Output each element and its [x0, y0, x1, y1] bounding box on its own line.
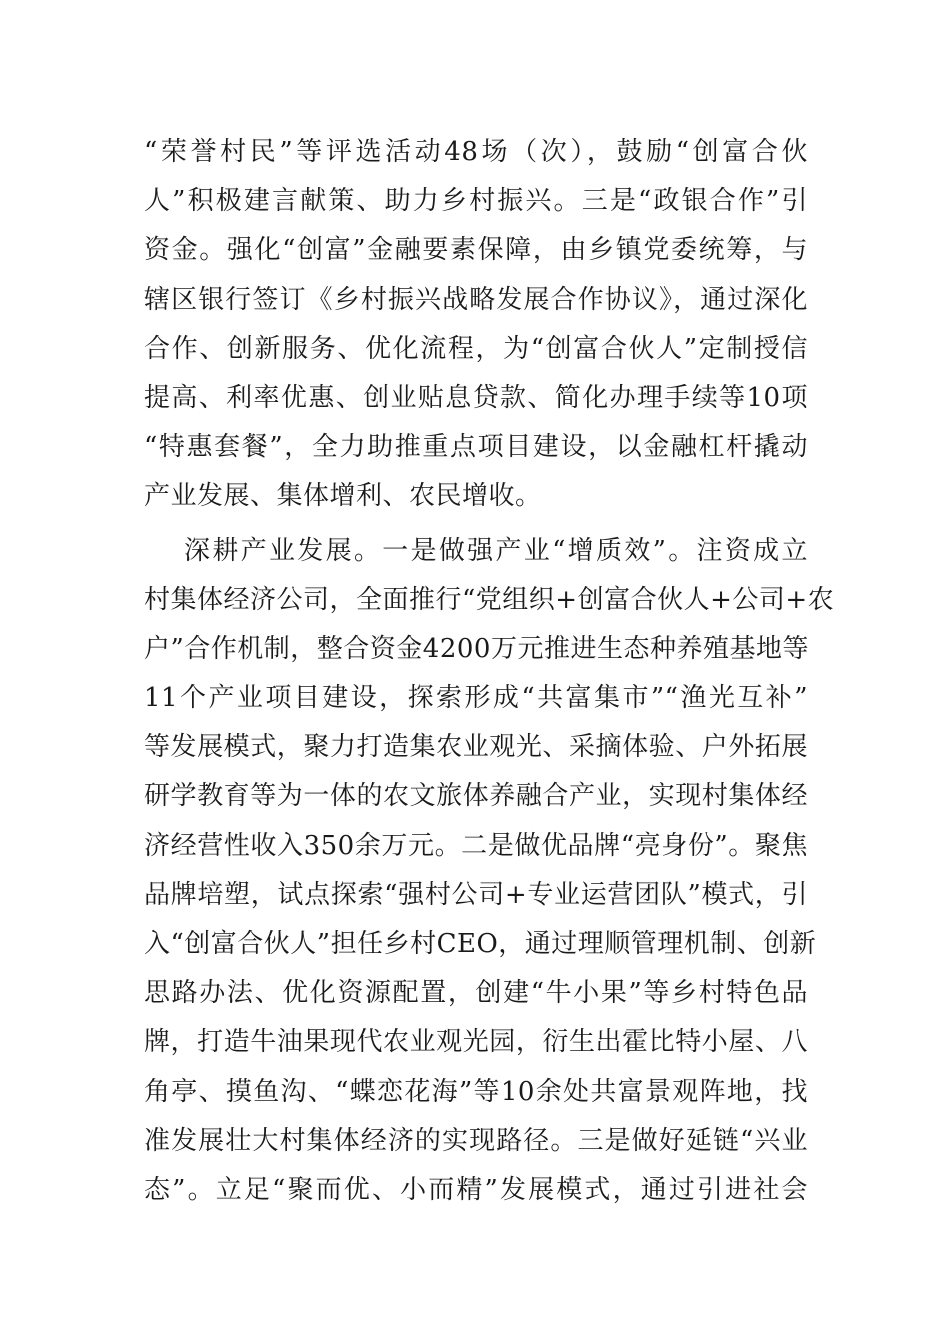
text-line: 入“创富合伙人”担任乡村CEO，通过理顺管理机制、创新: [144, 929, 817, 959]
text-line: “特惠套餐”，全力助推重点项目建设，以金融杠杆撬动: [144, 432, 808, 463]
text-line: 合作、创新服务、优化流程，为“创富合伙人”定制授信: [144, 333, 808, 364]
text-line: 户”合作机制，整合资金4200万元推进生态种养殖基地等: [144, 633, 809, 664]
text-line: 辖区银行签订《乡村振兴战略发展合作协议》，通过深化: [144, 284, 808, 315]
text-line: 准发展壮大村集体经济的实现路径。三是做好延链“兴业: [144, 1125, 808, 1156]
text-line: 态”。立足“聚而优、小而精”发展模式，通过引进社会: [144, 1174, 808, 1205]
text-line: 牌，打造牛油果现代农业观光园，衍生出霍比特小屋、八: [144, 1027, 808, 1058]
text-line: 深耕产业发展。一是做强产业“增质效”。注资成立: [184, 535, 808, 566]
text-line: 角亭、摸鱼沟、“蝶恋花海”等10余处共富景观阵地，找: [144, 1076, 808, 1107]
text-line: 资金。强化“创富”金融要素保障，由乡镇党委统筹，与: [144, 235, 808, 266]
text-line: 11个产业项目建设，探索形成“共富集市”“渔光互补”: [144, 683, 808, 714]
text-line: 等发展模式，聚力打造集农业观光、采摘体验、户外拓展: [144, 732, 808, 763]
paragraph: [144, 128, 808, 522]
text-line: “荣誉村民”等评选活动48场（次），鼓励“创富合伙: [144, 137, 808, 167]
text-line: 品牌培塑，试点探索“强村公司+专业运营团队”模式，引: [144, 879, 808, 910]
text-line: 思路办法、优化资源配置，创建“牛小果”等乡村特色品: [144, 978, 808, 1009]
text-line: 产业发展、集体增利、农民增收。: [144, 481, 542, 512]
text-line: 济经营性收入350余万元。二是做优品牌“亮身份”。聚焦: [144, 830, 808, 861]
text-line: 研学教育等为一体的农文旅体养融合产业，实现村集体经: [144, 781, 808, 812]
text-line: 村集体经济公司，全面推行“党组织+创富合伙人+公司+农: [144, 584, 835, 615]
document-body: [144, 128, 835, 1215]
text-line: 人”积极建言献策、助力乡村振兴。三是“政银合作”引: [144, 186, 808, 217]
text-line: 提高、利率优惠、创业贴息贷款、简化办理手续等10项: [144, 382, 808, 413]
paragraph: [144, 527, 835, 1216]
